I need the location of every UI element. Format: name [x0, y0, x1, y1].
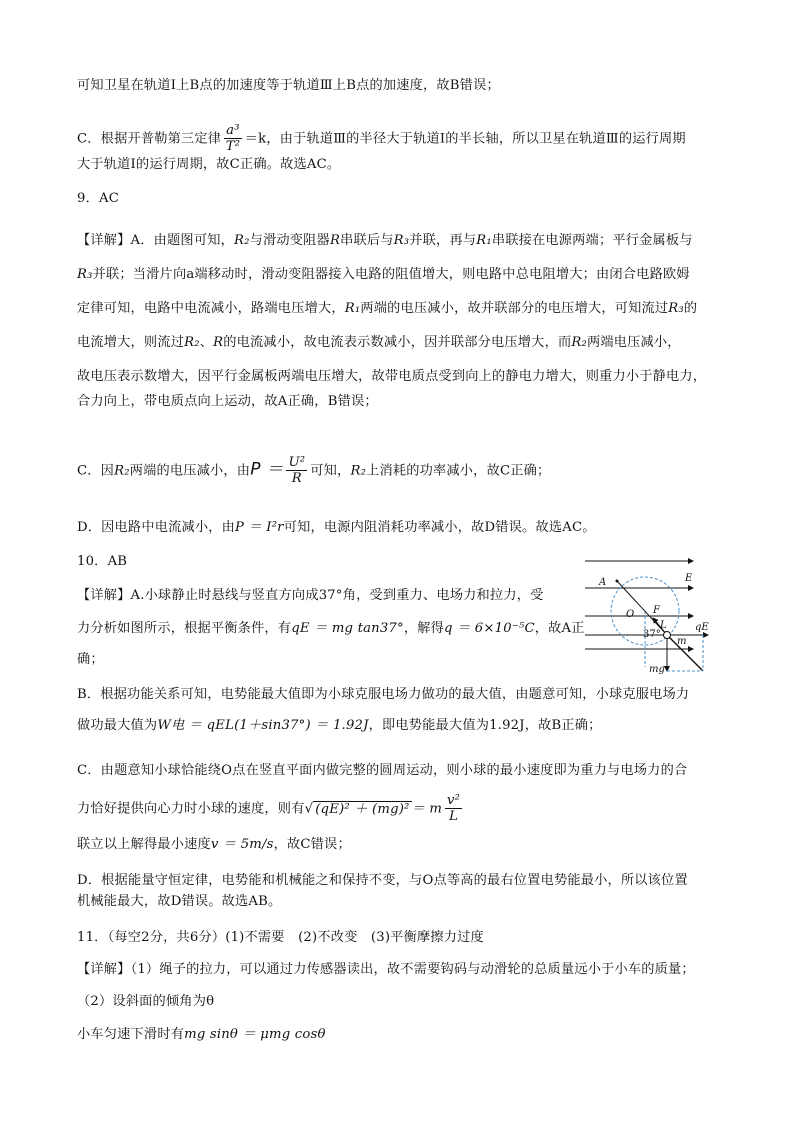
text-line: 故电压表示数增大，因平行金属板两端电压增大，故带电质点受到向上的静电力增大，则重力小于静电力， [77, 369, 707, 384]
text-line: 确； [77, 652, 104, 667]
text-line: C．因R₂两端的电压减小，由P ＝ $\frac{\text{U²}}{R}$ 可知，R₂上消耗的功率减小，故C正确； [77, 455, 551, 486]
text-line: 机械能最大，故D错误。故选AB。 [77, 894, 282, 909]
question-number: 11．（每空2分，共6分）(1)不需要 (2)不改变 (3)平衡摩擦力过度 [77, 930, 484, 945]
text-line: （2）设斜面的倾角为θ [77, 994, 215, 1009]
text-line: 大于轨道Ⅰ的运行周期，故C正确。故选AC。 [77, 157, 341, 172]
label-qE: qE [695, 622, 709, 633]
question-number: 9．AC [77, 191, 119, 206]
text-line: 定律可知，电路中电流减小，路端电压增大，R₁两端的电压减小，故并联部分的电压增大，可知流过R₃的 [77, 301, 698, 316]
text-line: 【详解】（1）绳子的拉力，可以通过力传感器读出，故不需要钩码与动滑轮的总质量远小于小车的质量； [77, 962, 695, 977]
text-line: 可知卫星在轨道Ⅰ上B点的加速度等于轨道Ⅲ上B点的加速度，故B错误； [77, 78, 500, 93]
text-line: 【详解】A.小球静止时悬线与竖直方向成37°角，受到重力、电场力和拉力，受 [77, 588, 544, 603]
ball [664, 632, 671, 639]
label-mg: mg [649, 664, 665, 675]
text-line: 小车匀速下滑时有mg sinθ ＝ μmg cosθ [77, 1027, 326, 1042]
text-line: D．根据能量守恒定律，电势能和机械能之和保持不变，与O点等高的最右位置电势能最小，所以该位置 [77, 873, 688, 888]
label-A: A [599, 577, 607, 588]
text-line: 【详解】A．由题图可知，R₂与滑动变阻器R串联后与R₃并联，再与R₁串联接在电源两端；平行金属板与 [77, 233, 693, 248]
label-L: L [660, 620, 667, 631]
text-line: 力恰好提供向心力时小球的速度，则有√ (qE)² ＋ (mg)² ＝ m $\frac{\text{v²}}{L}$ [77, 793, 461, 824]
label-E: E [685, 573, 693, 584]
power-fraction: $\frac{\text{U²}}{R}$ [288, 455, 306, 486]
text-line: 电流增大，则流过R₂、R的电流减小，故电流表示数减小，因并联部分电压增大，而R₂两端电压减小， [77, 335, 681, 350]
text-line: 联立以上解得最小速度v ＝ 5m/s，故C错误； [77, 837, 351, 852]
label-m: m [677, 636, 687, 647]
centripetal-fraction: $\frac{\text{v²}}{L}$ [447, 793, 461, 824]
sqrt-expression: (qE)² ＋ (mg)² [315, 801, 410, 817]
force-diagram [583, 555, 713, 679]
label-angle: 37° [643, 629, 661, 640]
text-line: 力分析如图所示，根据平衡条件，有qE ＝ mg tan37°，解得q ＝ 6×10⁻⁵C，故A正 [77, 621, 585, 636]
point-A [616, 580, 619, 583]
label-O: O [626, 609, 635, 620]
text-line: B．根据功能关系可知，电势能最大值即为小球克服电场力做功的最大值，由题意可知，小球克服电场力 [77, 687, 690, 702]
text-line: C．由题意知小球恰能绕O点在竖直平面内做完整的圆周运动，则小球的最小速度即为重力与电场力的合 [77, 763, 688, 778]
text-line: C．根据开普勒第三定律 $\frac{\text{a³}}{\text{T²}}$ ＝k，由于轨道Ⅲ的半径大于轨道Ⅰ的半长轴，所以卫星在轨道Ⅲ的运行周期 [77, 123, 686, 154]
question-number: 10．AB [77, 554, 128, 569]
text-line: 做功最大值为W电 ＝ qEL(1＋sin37°) ＝ 1.92J，即电势能最大值为1.92J，故B正确； [77, 718, 602, 733]
text-line: D．因电路中电流减小，由P ＝ I²r可知，电源内阻消耗功率减小，故D错误。故选AC。 [77, 520, 596, 535]
text-line: 合力向上，带电质点向上运动，故A正确，B错误； [77, 394, 378, 409]
text-line: R₃并联；当滑片向a端移动时，滑动变阻器接入电路的阻值增大，则电路中总电阻增大；由闭合电路欧姆 [77, 267, 690, 282]
kepler-fraction: $\frac{\text{a³}}{\text{T²}}$ [225, 123, 241, 154]
label-F: F [653, 605, 660, 616]
